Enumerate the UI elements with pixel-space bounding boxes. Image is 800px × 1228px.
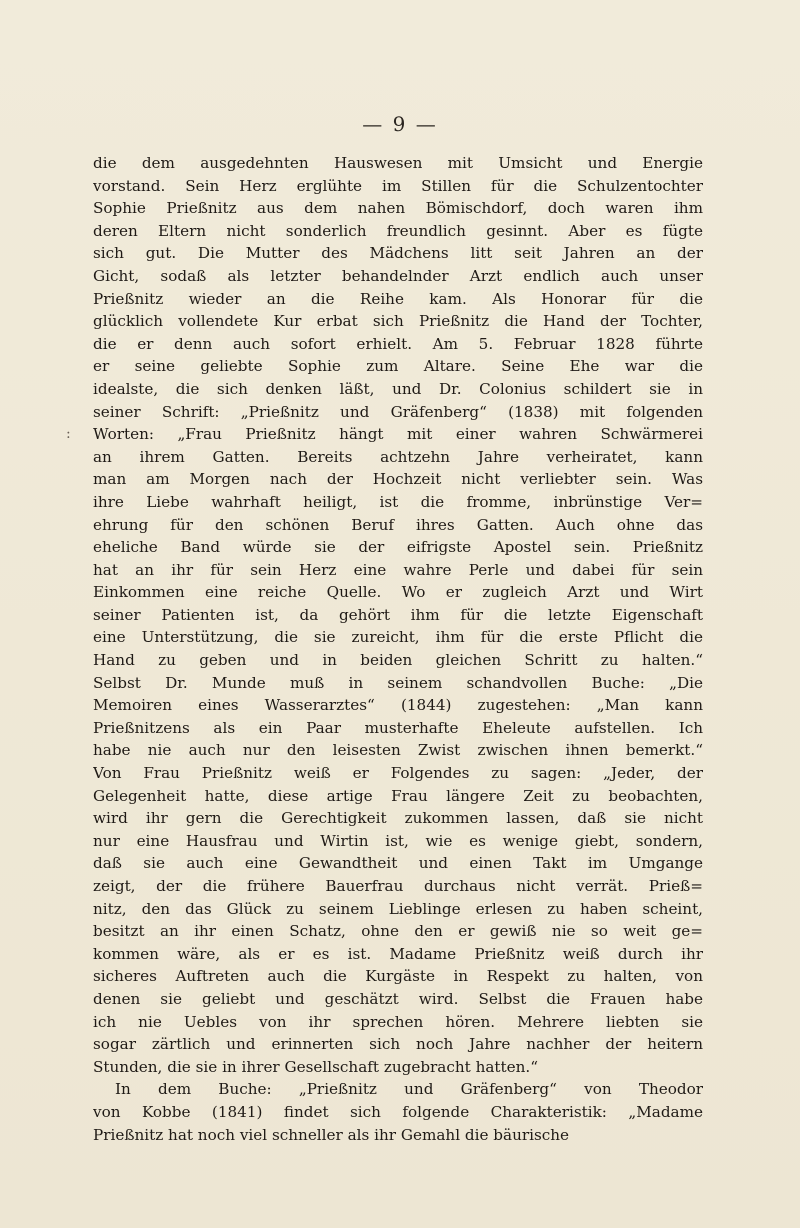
text-line: Prießnitz hat noch viel schneller als ihr Gemahl die bäurische [93,1125,570,1144]
page-number: — 9 — [362,112,438,136]
text-line: Sophie Prießnitz aus dem nahen Bömischdorf, doch waren ihm [93,199,703,218]
text-line: zeigt, der die frühere Bauerfrau durchaus nicht verrät. Prieß= [93,877,703,895]
margin-mark: : [66,426,71,442]
text-line: ehrung für den schönen Beruf ihres Gatten. Auch ohne das [93,515,703,534]
text-line: Hand zu geben und in beiden gleichen Schritt zu halten.“ [93,651,703,670]
text-line: In dem Buche: „Prießnitz und Gräfenberg“ von Theodor [115,1080,703,1099]
text-line: sicheres Auftreten auch die Kurgäste in Respekt zu halten, von [93,967,703,986]
text-line: ich nie Uebles von ihr sprechen hören. Mehrere liebten sie [93,1012,703,1031]
text-line: Selbst Dr. Munde muß in seinem schandvollen Buche: „Die [93,673,703,692]
text-line: Von Frau Prießnitz weiß er Folgendes zu sagen: „Jeder, der [93,764,703,783]
text-line: die dem ausgedehnten Hauswesen mit Umsicht und Energie [93,154,703,172]
text-line: man am Morgen nach der Hochzeit nicht verliebter sein. Was [93,470,703,489]
text-line: hat an ihr für sein Herz eine wahre Perle und dabei für sein [93,560,703,579]
text-line: Einkommen eine reiche Quelle. Wo er zugleich Arzt und Wirt [93,583,703,602]
text-line: an ihrem Gatten. Bereits achtzehn Jahre verheiratet, kann [93,447,703,466]
text-line: Worten: „Frau Prießnitz hängt mit einer wahren Schwärmerei [93,425,703,444]
text-line: Gicht, sodaß als letzter behandelnder Arzt endlich auch unser [93,266,703,285]
text-line: seiner Patienten ist, da gehört ihm für die letzte Eigenschaft [93,605,703,624]
text-line: besitzt an ihr einen Schatz, ohne den er gewiß nie so weit ge= [93,922,703,941]
text-line: eine Unterstützung, die sie zureicht, ihm für die erste Pflicht die [93,628,703,647]
text-line: Memoiren eines Wasserarztes“ (1844) zugestehen: „Man kann [93,696,703,715]
text-line: Prießnitz wieder an die Reihe kam. Als Honorar für die [93,289,703,308]
text-line: habe nie auch nur den leisesten Zwist zwischen ihnen bemerkt.“ [93,741,703,760]
text-line: kommen wäre, als er es ist. Madame Prießnitz weiß durch ihr [93,944,703,963]
text-line: Stunden, die sie in ihrer Gesellschaft zugebracht hatten.“ [93,1057,538,1076]
text-line: deren Eltern nicht sonderlich freundlich gesinnt. Aber es fügte [93,221,703,240]
text-line: wird ihr gern die Gerechtigkeit zukommen lassen, daß sie nicht [93,809,703,828]
text-line: denen sie geliebt und geschätzt wird. Selbst die Frauen habe [93,989,703,1008]
text-line: ihre Liebe wahrhaft heiligt, ist die fromme, inbrünstige Ver= [93,492,703,511]
text-line: sich gut. Die Mutter des Mädchens litt seit Jahren an der [93,244,703,263]
text-line: nitz, den das Glück zu seinem Lieblinge erlesen zu haben scheint, [93,899,703,918]
text-line: vorstand. Sein Herz erglühte im Stillen für die Schulzentochter [93,176,703,195]
text-line: glücklich vollendete Kur erbat sich Prießnitz die Hand der Tochter, [93,312,703,331]
body-text [93,152,703,1146]
text-line: er seine geliebte Sophie zum Altare. Seine Ehe war die [93,357,703,376]
text-line: die er denn auch sofort erhielt. Am 5. Februar 1828 führte [93,334,703,353]
text-line: daß sie auch eine Gewandtheit und einen Takt im Umgange [93,854,703,873]
text-line: sogar zärtlich und erinnerten sich noch Jahre nachher der heitern [93,1035,703,1054]
text-line: eheliche Band würde sie der eifrigste Apostel sein. Prießnitz [93,538,703,557]
text-line: idealste, die sich denken läßt, und Dr. Colonius schildert sie in [93,379,703,398]
text-line: Prießnitzens als ein Paar musterhafte Eheleute aufstellen. Ich [93,718,703,737]
text-line: Gelegenheit hatte, diese artige Frau längere Zeit zu beobachten, [93,786,703,805]
text-line: nur eine Hausfrau und Wirtin ist, wie es wenige giebt, sondern, [93,831,703,850]
text-line: von Kobbe (1841) findet sich folgende Charakteristik: „Madame [93,1102,703,1121]
text-line: seiner Schrift: „Prießnitz und Gräfenberg“ (1838) mit folgenden [93,402,703,421]
